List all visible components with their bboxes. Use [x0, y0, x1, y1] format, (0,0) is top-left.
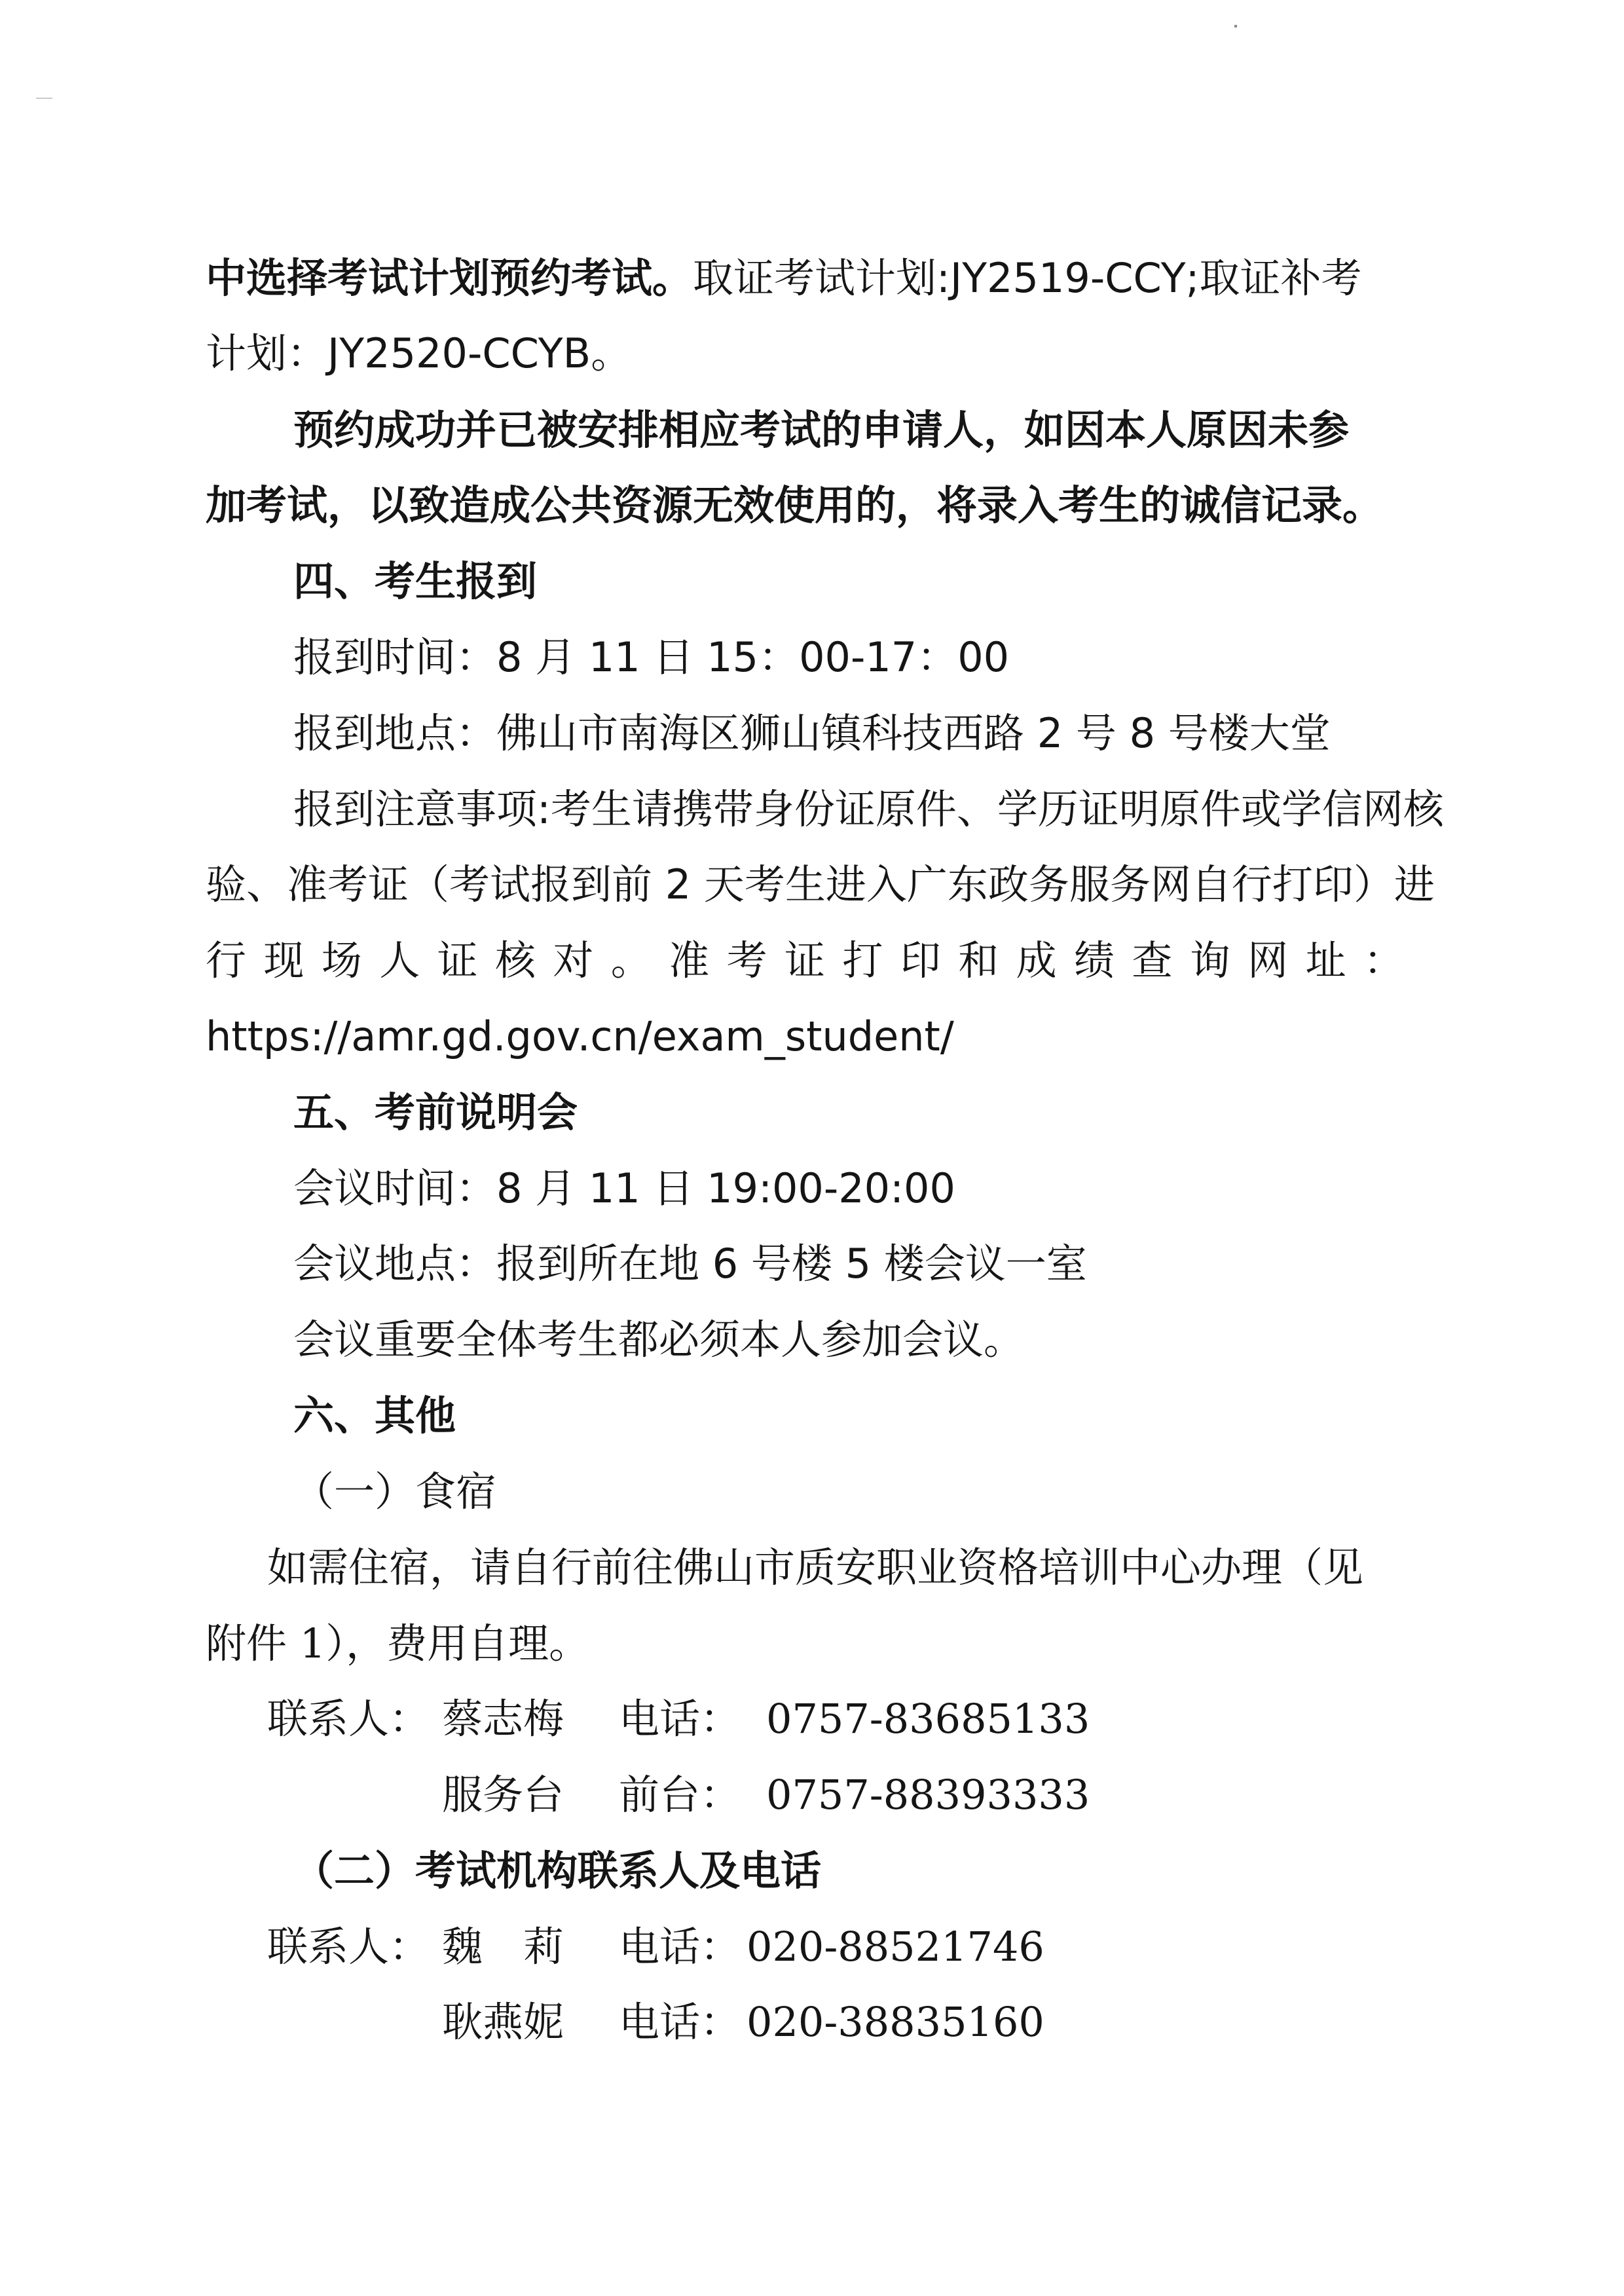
contact2-phone-label: 前台：	[619, 1771, 741, 1819]
contact4-phone: 020-38835160	[747, 1998, 1044, 2046]
contact3-name: 魏 莉	[442, 1923, 564, 1971]
section4-notes-line3: 行现场人证核对。准考证打印和成绩查询网址：	[206, 936, 1404, 984]
contact1-label: 联系人：	[267, 1695, 430, 1743]
para2-line2: 加考试，以致造成公共资源无效使用的，将录入考生的诚信记录。	[206, 481, 1384, 529]
section6-sub1-heading: （一）食宿	[293, 1468, 497, 1515]
contact2-name: 服务台	[442, 1771, 564, 1819]
contact4-name: 耿燕妮	[442, 1998, 564, 2046]
scan-speck	[1234, 25, 1237, 28]
section4-heading: 四、考生报到	[293, 557, 538, 605]
scan-dash	[36, 98, 52, 99]
para1-line2: 计划：JY2520-CCYB。	[206, 329, 632, 377]
para1-line1-rest: 取证考试计划:JY2519-CCY;取证补考	[693, 254, 1362, 302]
para2-line1: 预约成功并已被安排相应考试的申请人，如因本人原因未参	[293, 406, 1350, 454]
section4-notes-line2: 验、准考证（考试报到前 2 天考生进入广东政务服务网自行打印）进	[206, 861, 1435, 908]
section4-notes-line1: 报到注意事项:考生请携带身份证原件、学历证明原件或学信网核	[293, 785, 1444, 833]
contact2-phone: 0757-88393333	[766, 1771, 1090, 1819]
contact1-phone: 0757-83685133	[766, 1695, 1090, 1743]
contact1-phone-label: 电话：	[619, 1695, 741, 1743]
section6-sub1-line2: 附件 1），费用自理。	[206, 1620, 590, 1667]
para1-line1-bold: 中选择考试计划预约考试。	[206, 254, 693, 302]
contact1-name: 蔡志梅	[442, 1695, 564, 1743]
section6-sub1-line1: 如需住宿，请自行前往佛山市质安职业资格培训中心办理（见	[267, 1544, 1364, 1591]
section6-heading: 六、其他	[293, 1392, 456, 1439]
section6-sub2-heading: （二）考试机构联系人及电话	[293, 1847, 822, 1895]
contact3-label: 联系人：	[267, 1923, 430, 1971]
contact3-phone-label: 电话：	[619, 1923, 741, 1971]
section4-time: 报到时间：8 月 11 日 15：00-17：00	[293, 633, 1010, 681]
section4-location: 报到地点：佛山市南海区狮山镇科技西路 2 号 8 号楼大堂	[293, 709, 1331, 757]
section5-note: 会议重要全体考生都必须本人参加会议。	[293, 1316, 1025, 1363]
contact3-phone: 020-88521746	[747, 1923, 1044, 1971]
section4-notes-url: https://amr.gd.gov.cn/exam_student/	[206, 1012, 954, 1060]
contact4-phone-label: 电话：	[619, 1998, 741, 2046]
section5-time: 会议时间：8 月 11 日 19:00-20:00	[293, 1164, 955, 1212]
para1-line1	[206, 252, 1361, 305]
section5-heading: 五、考前说明会	[293, 1088, 578, 1136]
section5-location: 会议地点：报到所在地 6 号楼 5 楼会议一室	[293, 1240, 1087, 1287]
